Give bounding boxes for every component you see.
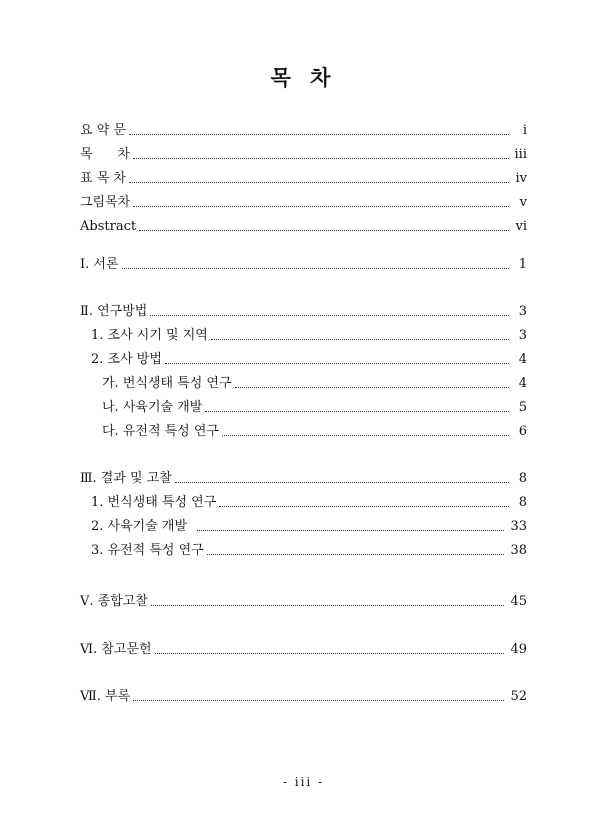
toc-entry-page: iv bbox=[515, 171, 527, 186]
toc-leader-dots bbox=[151, 605, 505, 606]
toc-entry[interactable] bbox=[80, 143, 527, 163]
toc-leader-dots bbox=[235, 387, 509, 388]
toc-leader-dots bbox=[133, 206, 509, 207]
page-number-footer: - iii - bbox=[282, 775, 325, 789]
toc-entry-label: 목 차 bbox=[80, 147, 130, 162]
toc-entry-label: Ⅰ. 서론 bbox=[80, 257, 119, 272]
toc-entry-page: 6 bbox=[518, 424, 527, 439]
toc-entry-label: 나. 사육기술 개발 bbox=[102, 400, 203, 415]
toc-entry-label: Ⅲ. 결과 및 고찰 bbox=[80, 471, 172, 486]
toc-entry-label: 2. 조사 방법 bbox=[91, 352, 162, 367]
toc-entry-page: iii bbox=[514, 147, 527, 162]
toc-entry[interactable] bbox=[80, 638, 527, 658]
toc-entry-page: 4 bbox=[518, 376, 527, 391]
toc-leader-dots bbox=[155, 653, 505, 654]
toc-entry[interactable] bbox=[102, 372, 527, 392]
toc-entry[interactable] bbox=[80, 590, 527, 610]
toc-leader-dots bbox=[207, 554, 505, 555]
toc-entry[interactable] bbox=[80, 685, 527, 705]
toc-leader-dots bbox=[197, 530, 504, 531]
toc-entry[interactable] bbox=[91, 515, 527, 535]
toc-entry-label: Ⅱ. 연구방법 bbox=[80, 304, 148, 319]
toc-entry-label: 요 약 문 bbox=[80, 123, 126, 138]
toc-leader-dots bbox=[205, 411, 509, 412]
toc-entry-label: Ⅶ. 부록 bbox=[80, 689, 131, 704]
toc-leader-dots bbox=[211, 339, 509, 340]
toc-entry[interactable] bbox=[80, 253, 527, 273]
toc-entry[interactable] bbox=[80, 191, 527, 211]
toc-entry-page: 3 bbox=[518, 304, 527, 319]
toc-entry-page: i bbox=[522, 123, 527, 138]
toc-leader-dots bbox=[150, 315, 509, 316]
toc-entry-page: 3 bbox=[518, 328, 527, 343]
toc-entry[interactable] bbox=[91, 539, 527, 559]
toc-entry[interactable] bbox=[91, 491, 527, 511]
toc-leader-dots bbox=[122, 268, 509, 269]
toc-entry-page: 52 bbox=[510, 689, 527, 704]
toc-leader-dots bbox=[133, 700, 504, 701]
toc-leader-dots bbox=[175, 482, 509, 483]
toc-entry-page: 1 bbox=[518, 257, 527, 272]
toc-entry-page: 8 bbox=[518, 471, 527, 486]
toc-leader-dots bbox=[129, 182, 509, 183]
toc-entry[interactable] bbox=[91, 324, 527, 344]
toc-entry-label: Ⅴ. 종합고찰 bbox=[80, 594, 148, 609]
toc-entry-label: Ⅵ. 참고문헌 bbox=[80, 642, 152, 657]
toc-entry-page: 5 bbox=[518, 400, 527, 415]
toc-entry-page: 45 bbox=[510, 594, 527, 609]
toc-entry[interactable] bbox=[102, 420, 527, 440]
toc-entry-page: 4 bbox=[518, 352, 527, 367]
toc-entry-label: 1. 번식생태 특성 연구 bbox=[91, 495, 217, 510]
toc-entry[interactable] bbox=[102, 396, 527, 416]
toc-leader-dots bbox=[133, 158, 509, 159]
toc-entry-label: 가. 번식생태 특성 연구 bbox=[102, 376, 232, 391]
toc-entry-page: 8 bbox=[518, 495, 527, 510]
toc-entry-label: 1. 조사 시기 및 지역 bbox=[91, 328, 208, 343]
toc-leader-dots bbox=[219, 506, 509, 507]
toc-leader-dots bbox=[165, 363, 509, 364]
toc-leader-dots bbox=[222, 435, 509, 436]
toc-entry-label: 2. 사육기술 개발 bbox=[91, 519, 188, 534]
toc-entry[interactable] bbox=[80, 215, 527, 235]
toc-entry[interactable] bbox=[91, 348, 527, 368]
toc-entry[interactable] bbox=[80, 300, 527, 320]
toc-leader-dots bbox=[139, 230, 509, 231]
toc-entry-label: 3. 유전적 특성 연구 bbox=[91, 543, 204, 558]
toc-entry-page: 49 bbox=[510, 642, 527, 657]
toc-entry[interactable] bbox=[80, 119, 527, 139]
toc-entry-page: 33 bbox=[510, 519, 527, 534]
toc-entry[interactable] bbox=[80, 167, 527, 187]
toc-entry-label: 표 목 차 bbox=[80, 171, 126, 186]
toc-entry-page: vi bbox=[515, 219, 527, 234]
page-title: 목 차 bbox=[270, 65, 337, 90]
toc-entry-label: Abstract bbox=[80, 219, 137, 234]
toc-entry-label: 다. 유전적 특성 연구 bbox=[102, 424, 219, 439]
toc-entry-page: v bbox=[519, 195, 527, 210]
toc-leader-dots bbox=[129, 134, 509, 135]
toc-entry-page: 38 bbox=[510, 543, 527, 558]
toc-entry[interactable] bbox=[80, 467, 527, 487]
toc-entry-label: 그림목차 bbox=[80, 195, 131, 210]
